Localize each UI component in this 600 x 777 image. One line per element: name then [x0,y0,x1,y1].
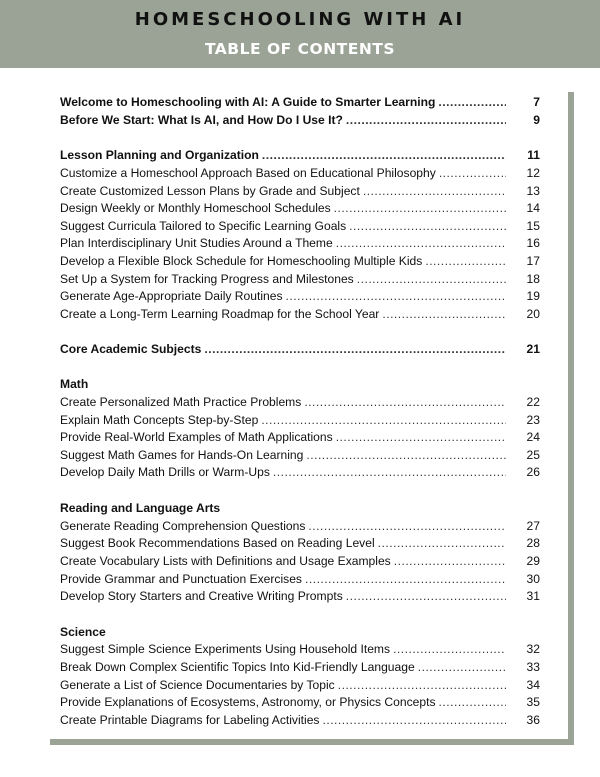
toc-entry-welcome[interactable] [60,94,540,111]
dot-leader [439,694,506,711]
toc-entry[interactable] [60,571,540,588]
entry-page: 25 [526,448,540,462]
dot-leader [357,271,506,288]
entry-page: 16 [526,236,540,250]
entry-page: 20 [526,307,540,321]
entry-page: 19 [526,289,540,303]
toc-entry[interactable] [60,447,540,464]
dot-leader [425,253,506,270]
entry-title: Create Vocabulary Lists with Definitions and Usage Examples [60,554,391,568]
toc-entry-before-we-start[interactable] [60,112,540,129]
entry-page: 7 [533,95,540,109]
entry-page: 14 [526,201,540,215]
dot-leader [394,553,506,570]
dot-leader [393,641,506,658]
toc-entry[interactable] [60,288,540,305]
dot-leader [349,218,506,235]
dot-leader [336,429,506,446]
toc-entry[interactable] [60,235,540,252]
dot-leader [363,183,506,200]
dot-leader [273,464,506,481]
section-heading-science: Science [60,625,106,639]
entry-title: Break Down Complex Scientific Topics Into Kid-Friendly Language [60,660,415,674]
entry-title: Create Customized Lesson Plans by Grade and Subject [60,184,360,198]
entry-title: Customize a Homeschool Approach Based on Educational Philosophy [60,166,436,180]
dot-leader [304,394,506,411]
dot-leader [336,235,506,252]
entry-title: Suggest Book Recommendations Based on Reading Level [60,536,375,550]
entry-title: Create Printable Diagrams for Labeling Activities [60,713,320,727]
toc-entry[interactable] [60,588,540,605]
toc-entry[interactable] [60,694,540,711]
toc-entry[interactable] [60,712,540,729]
entry-page: 35 [526,695,540,709]
dot-leader [418,659,506,676]
entry-page: 31 [526,589,540,603]
entry-title: Create a Long-Term Learning Roadmap for the School Year [60,307,380,321]
entry-title: Set Up a System for Tracking Progress and Milestones [60,272,354,286]
toc-entry[interactable] [60,183,540,200]
entry-page: 30 [526,572,540,586]
dot-leader [305,571,506,588]
toc-entry[interactable] [60,659,540,676]
entry-page: 17 [526,254,540,268]
entry-page: 33 [526,660,540,674]
toc-entry[interactable] [60,165,540,182]
entry-title: Generate Reading Comprehension Questions [60,519,306,533]
entry-page: 29 [526,554,540,568]
dot-leader [334,200,506,217]
dot-leader [204,341,506,358]
dot-leader [261,412,506,429]
entry-page: 15 [526,219,540,233]
entry-title: Lesson Planning and Organization [60,148,259,162]
entry-title: Welcome to Homeschooling with AI: A Guide to Smarter Learning [60,95,436,109]
toc-entry[interactable] [60,253,540,270]
dot-leader [338,677,506,694]
entry-page: 11 [527,148,540,162]
toc-entry[interactable] [60,429,540,446]
dot-leader [308,518,506,535]
dot-leader [382,306,506,323]
entry-title: Develop a Flexible Block Schedule for Homeschooling Multiple Kids [60,254,423,268]
toc-entry[interactable] [60,677,540,694]
entry-title: Provide Explanations of Ecosystems, Astronomy, or Physics Concepts [60,695,436,709]
dot-leader [262,147,506,164]
entry-title: Suggest Simple Science Experiments Using Household Items [60,642,391,656]
entry-page: 26 [526,465,540,479]
dot-leader [322,712,506,729]
entry-title: Generate Age-Appropriate Daily Routines [60,289,283,303]
entry-title: Suggest Curricula Tailored to Specific Learning Goals [60,219,347,233]
entry-title: Design Weekly or Monthly Homeschool Schedules [60,201,331,215]
toc-entry[interactable] [60,271,540,288]
entry-page: 36 [526,713,540,727]
dot-leader [306,447,506,464]
toc-entry[interactable] [60,464,540,481]
dot-leader [286,288,506,305]
toc-title: TABLE OF CONTENTS [204,40,396,58]
entry-title: Provide Grammar and Punctuation Exercises [60,572,302,586]
toc-entry[interactable] [60,535,540,552]
entry-page: 27 [526,519,540,533]
entry-title: Before We Start: What Is AI, and How Do I Use It? [60,113,343,127]
dot-leader [346,112,506,129]
entry-page: 32 [526,642,540,656]
entry-page: 12 [526,166,540,180]
book-title: HOMESCHOOLING WITH AI [134,9,466,30]
toc-entry[interactable] [60,394,540,411]
header-banner [0,0,600,68]
toc-entry[interactable] [60,518,540,535]
entry-title: Develop Story Starters and Creative Writing Prompts [60,589,343,603]
entry-page: 28 [526,536,540,550]
section-heading-reading: Reading and Language Arts [60,501,221,515]
toc-entry[interactable] [60,306,540,323]
entry-page: 9 [533,113,540,127]
entry-page: 21 [526,342,540,356]
toc-entry[interactable] [60,200,540,217]
entry-title: Explain Math Concepts Step-by-Step [60,413,259,427]
entry-page: 22 [526,395,540,409]
section-heading-math: Math [60,377,89,391]
toc-entry-core-subjects[interactable] [60,341,540,358]
entry-page: 18 [526,272,540,286]
entry-title: Suggest Math Games for Hands-On Learning [60,448,304,462]
toc-entry[interactable] [60,412,540,429]
entry-title: Core Academic Subjects [60,342,202,356]
entry-page: 23 [526,413,540,427]
entry-title: Plan Interdisciplinary Unit Studies Around a Theme [60,236,333,250]
dot-leader [378,535,506,552]
toc-entry[interactable] [60,641,540,658]
entry-title: Generate a List of Science Documentaries by Topic [60,678,335,692]
dot-leader [439,165,506,182]
entry-page: 34 [526,678,540,692]
dot-leader [438,94,506,111]
toc-entry[interactable] [60,553,540,570]
entry-title: Create Personalized Math Practice Problems [60,395,302,409]
dot-leader [346,588,506,605]
entry-page: 24 [526,430,540,444]
entry-page: 13 [526,184,540,198]
toc-entry-lesson-planning[interactable] [60,147,540,164]
toc-entry[interactable] [60,218,540,235]
entry-title: Develop Daily Math Drills or Warm-Ups [60,465,270,479]
entry-title: Provide Real-World Examples of Math Applications [60,430,333,444]
